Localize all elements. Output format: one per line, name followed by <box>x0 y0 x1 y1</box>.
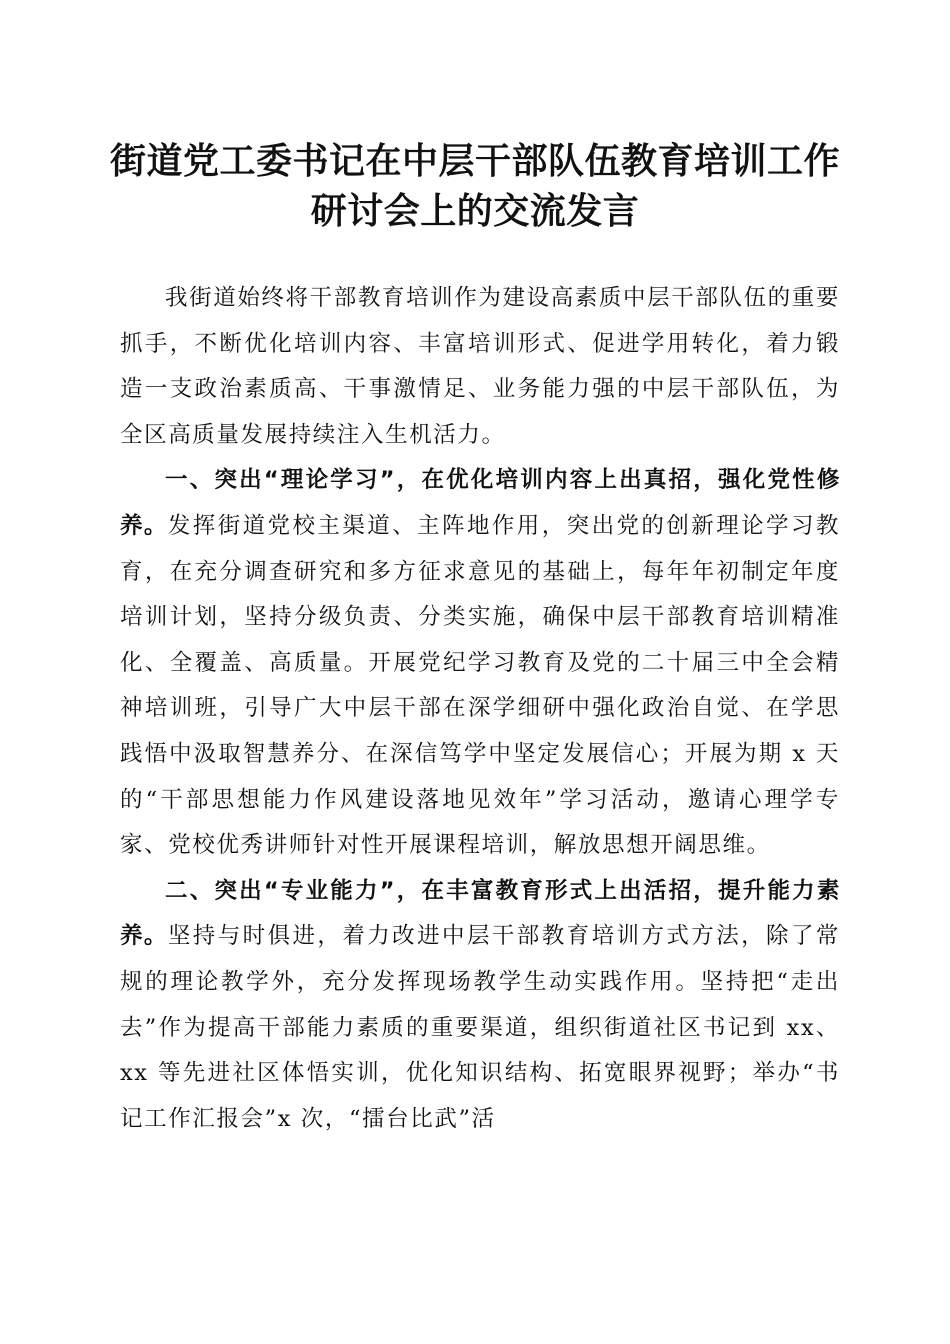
section-1-heading: 一、突出“理论学习”，在优化培训内容上出真招，强化党性修养。 <box>120 467 840 539</box>
section-2-heading: 二、突出“专业能力”，在丰富教育形式上出活招，提升能力素养。 <box>120 877 840 950</box>
title-line-2: 研讨会上的交流发言 <box>310 190 640 232</box>
section-1-paragraph <box>120 458 840 868</box>
section-1-text: 发挥街道党校主渠道、主阵地作用，突出党的创新理论学习教育，在充分调查研究和多方征求意见的基础上，每年年初制定年度培训计划，坚持分级负责、分类实施，确保中层干部教育培训精准化、全覆盖、高质量。开展党纪学习教育及党的二十届三中全会精神培训班，引导广大中层干部在深学细研中强化政治自觉、在学思践悟中汲取智慧养分、在深信笃学中坚定发展信心；开展为期 x 天的“干部思想能力作风建设落地见效年”学习活动，邀请心理学专家、党校优秀讲师针对性开展课程培训，解放思想开阔思维。 <box>120 512 841 859</box>
title-line-1: 街道党工委书记在中层干部队伍教育培训工作 <box>109 140 840 182</box>
section-2-paragraph <box>120 869 840 1143</box>
document-body <box>120 276 840 1142</box>
intro-paragraph: 我街道始终将干部教育培训作为建设高素质中层干部队伍的重要抓手，不断优化培训内容、丰富培训形式、促进学用转化，着力锻造一支政治素质高、干事激情足、业务能力强的中层干部队伍，为全区高质量发展持续注入生机活力。 <box>120 285 840 448</box>
section-2-text: 坚持与时俱进，着力改进中层干部教育培训方式方法，除了常规的理论教学外，充分发挥现场教学生动实践作用。坚持把“走出去”作为提高干部能力素质的重要渠道，组织街道社区书记到 xx、xx 等先进社区体悟实训，优化知识结构、拓宽眼界视野；举办“书记工作汇报会”x 次，“擂台比武”活 <box>120 923 841 1132</box>
document-title <box>100 136 850 236</box>
